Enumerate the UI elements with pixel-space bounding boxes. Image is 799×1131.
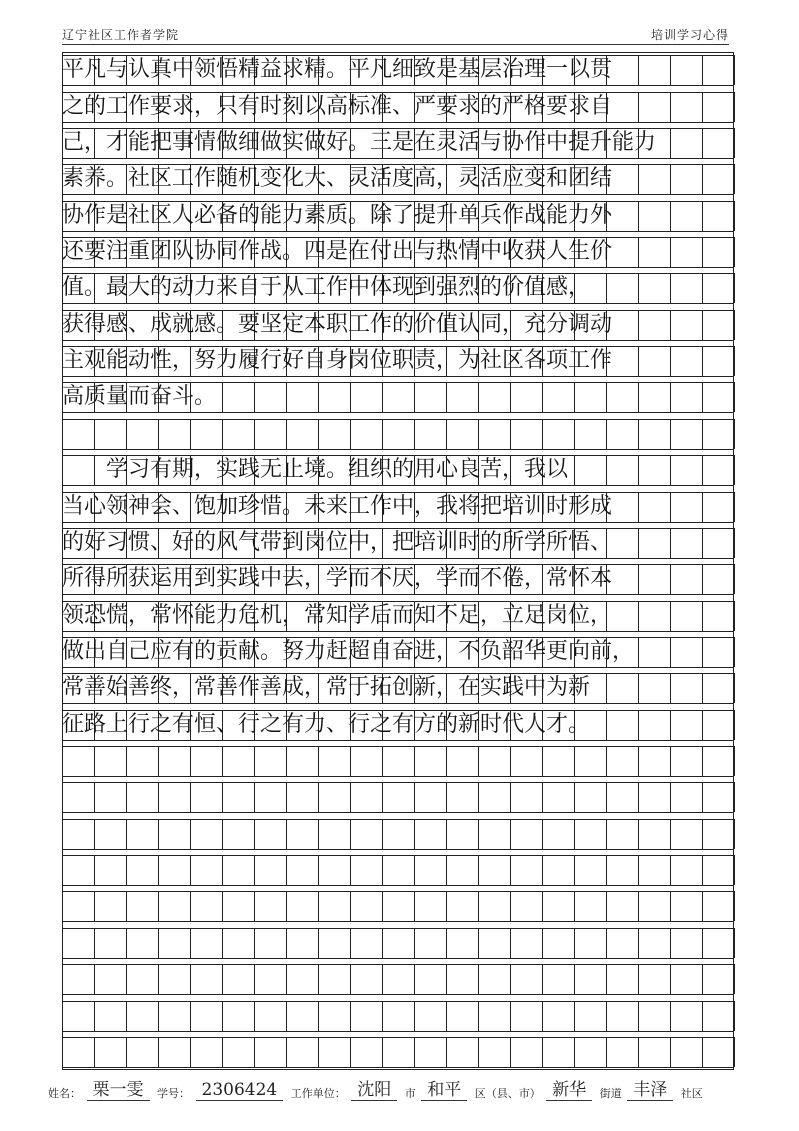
- city-label: 市: [404, 1087, 416, 1100]
- grid-vline: [734, 782, 735, 812]
- grid-vline: [734, 55, 735, 85]
- text-line: 平凡与认真中领悟精益求精。平凡细致是基层治理一以贯: [62, 57, 613, 83]
- grid-vline: [734, 310, 735, 340]
- text-line: 值。最大的动力来自于从工作中体现到强烈的价值感，: [62, 275, 591, 301]
- grid-vline: [734, 455, 735, 485]
- text-line: [62, 1001, 734, 1031]
- id-value: 2306424: [196, 1080, 284, 1101]
- grid-vline: [734, 564, 735, 594]
- grid-vline: [734, 964, 735, 994]
- grid-vline: [734, 419, 735, 449]
- grid-vline: [734, 601, 735, 631]
- text-line: [62, 928, 734, 958]
- text-line: [62, 819, 734, 849]
- grid-vline: [734, 746, 735, 776]
- document-type: 培训学习心得: [650, 28, 729, 42]
- name-label: 姓名：: [48, 1087, 81, 1100]
- text-line: 征路上行之有恒、行之有力、行之有方的新时代人才。: [62, 711, 591, 737]
- text-line: 主观能动性，努力履行好自身岗位职责，为社区各项工作: [62, 348, 613, 373]
- text-line: 学习有期，实践无止境。组织的用心良苦，我以: [62, 457, 569, 483]
- district-value: 和平: [421, 1080, 467, 1101]
- grid-vline: [734, 492, 735, 522]
- text-line: [62, 855, 734, 885]
- text-line: [62, 419, 734, 449]
- grid-vline: [734, 928, 735, 958]
- grid-vline: [734, 528, 735, 558]
- district-label: 区（县、市）: [474, 1087, 541, 1100]
- text-line: 己，才能把事情做细做实做好。三是在灵活与协作中提升能力: [62, 129, 657, 155]
- id-label: 学号：: [157, 1087, 190, 1100]
- text-line: [62, 782, 734, 812]
- city-value: 沈阳: [351, 1080, 397, 1101]
- organization-name: 辽宁社区工作者学院: [62, 28, 180, 42]
- grid-vline: [734, 346, 735, 376]
- text-line: 获得感、成就感。要坚定本职工作的价值认同，充分调动: [62, 311, 613, 337]
- grid-vline: [734, 855, 735, 885]
- grid-vline: [734, 273, 735, 303]
- grid-vline: [734, 128, 735, 158]
- grid-vline: [734, 1037, 735, 1067]
- community-label: 社区: [680, 1087, 703, 1100]
- footer-info: [48, 1080, 768, 1106]
- text-line: 的好习惯、好的风气带到岗位中，把培训时的所学所悟、: [62, 529, 613, 555]
- header-rule: [62, 44, 729, 45]
- grid-vline: [734, 710, 735, 740]
- text-line: [62, 1037, 734, 1067]
- text-line: 协作是社区人必备的能力素质。除了提升单兵作战能力外: [62, 202, 613, 228]
- grid-vline: [734, 92, 735, 122]
- street-label: 街道: [599, 1087, 622, 1100]
- text-line: 常善始善终，常善作善成，常于拓创新，在实践中为新: [62, 675, 591, 701]
- street-value: 新华: [546, 1080, 592, 1101]
- grid-vline: [734, 891, 735, 921]
- text-line: 所得所获运用到实践中去，学而不厌，学而不倦，常怀本: [62, 566, 613, 592]
- grid-vline: [734, 673, 735, 703]
- grid-vline: [734, 819, 735, 849]
- text-line: 做出自己应有的贡献。努力赶超自奋进，不负韶华更向前，: [62, 638, 635, 664]
- text-line: [62, 746, 734, 776]
- unit-label: 工作单位：: [290, 1087, 346, 1100]
- grid-vline: [734, 164, 735, 194]
- text-line: [62, 891, 734, 921]
- community-value: 丰泽: [627, 1080, 673, 1101]
- text-line: 高质量而奋斗。: [62, 384, 217, 410]
- grid-vline: [734, 637, 735, 667]
- grid-vline: [734, 201, 735, 231]
- text-line: 领恐慌，常怀能力危机，常知学后而知不足，立足岗位，: [62, 602, 613, 628]
- text-line: 当心领神会、饱加珍惜。未来工作中，我将把培训时形成: [62, 493, 613, 519]
- handwritten-body: [62, 52, 734, 1070]
- text-line: 素养。社区工作随机变化大、灵活度高，灵活应变和团结: [62, 166, 613, 192]
- grid-vline: [734, 237, 735, 267]
- grid-vline: [734, 1001, 735, 1031]
- text-line: 还要注重团队协同作战。四是在付出与热情中收获人生价: [62, 239, 613, 264]
- text-line: 之的工作要求，只有时刻以高标准、严要求的严格要求自: [62, 93, 613, 119]
- grid-vline: [734, 382, 735, 412]
- name-value: 栗一雯: [87, 1080, 150, 1101]
- text-line: [62, 964, 734, 994]
